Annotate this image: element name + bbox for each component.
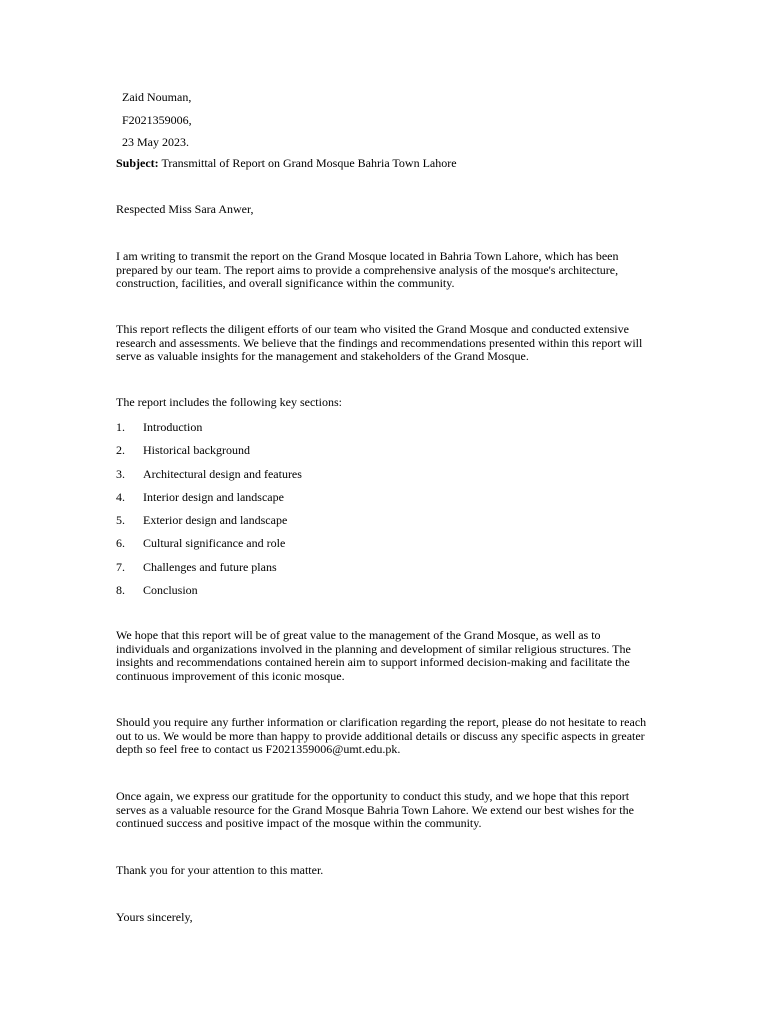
greeting: Respected Miss Sara Anwer, xyxy=(116,202,254,216)
list-item-label: Interior design and landscape xyxy=(143,489,284,504)
sections-intro: The report includes the following key sections: xyxy=(116,395,342,409)
list-item xyxy=(116,583,302,606)
list-item-number: 5. xyxy=(116,513,125,528)
list-item xyxy=(116,513,302,536)
list-item-label: Challenges and future plans xyxy=(143,559,277,574)
sender-id: F2021359006, xyxy=(122,112,192,127)
subject-label: Subject: xyxy=(116,156,159,170)
list-item-label: Architectural design and features xyxy=(143,466,302,481)
list-item-number: 2. xyxy=(116,443,125,458)
list-item xyxy=(116,467,302,490)
sections-list xyxy=(116,420,302,606)
list-item-number: 3. xyxy=(116,466,125,481)
sender-name: Zaid Nouman, xyxy=(122,90,192,104)
subject-text: Transmittal of Report on Grand Mosque Bahria Town Lahore xyxy=(158,156,457,170)
list-item-number: 1. xyxy=(116,420,125,434)
thanks-line: Thank you for your attention to this matter. xyxy=(116,863,324,877)
list-item-label: Introduction xyxy=(143,420,203,434)
list-item-label: Conclusion xyxy=(143,583,198,598)
list-item-label: Cultural significance and role xyxy=(143,536,286,551)
list-item xyxy=(116,420,302,443)
paragraph-transmittal: I am writing to transmit the report on the Grand Mosque located in Bahria Town Lahore, which has been prepared by our team. The report aims to provide a comprehensive analysis of the mosque's architecture, construction, facilities, and overall significance within the community. xyxy=(116,249,619,291)
list-item-number: 4. xyxy=(116,489,125,504)
paragraph-gratitude: Once again, we express our gratitude for the opportunity to conduct this study, and we hope that this report serves as a valuable resource for the Grand Mosque Bahria Town Lahore. We extend our best wishes for the continued success and positive impact of the mosque within the community. xyxy=(116,789,634,831)
list-item xyxy=(116,490,302,513)
closing-line: Yours sincerely, xyxy=(116,910,193,924)
list-item-label: Exterior design and landscape xyxy=(143,513,288,528)
list-item-number: 8. xyxy=(116,583,125,598)
list-item xyxy=(116,443,302,466)
list-item-number: 7. xyxy=(116,559,125,574)
paragraph-value: We hope that this report will be of great value to the management of the Grand Mosque, as well as to individuals and organizations involved in the planning and development of similar religious structures. The insights and recommendations contained herein aim to support informed decision-making and facilitate the continuous improvement of this iconic mosque. xyxy=(116,628,631,683)
letter-date: 23 May 2023. xyxy=(122,135,189,149)
subject-line xyxy=(116,156,457,171)
list-item-number: 6. xyxy=(116,536,125,551)
list-item xyxy=(116,536,302,559)
list-item-label: Historical background xyxy=(143,443,250,458)
paragraph-team-efforts: This report reflects the diligent efforts of our team who visited the Grand Mosque and conducted extensive research and assessments. We believe that the findings and recommendations presented within this report will serve as valuable insights for the management and stakeholders of the Grand Mosque. xyxy=(116,322,643,364)
paragraph-contact: Should you require any further information or clarification regarding the report, please do not hesitate to reach out to us. We would be more than happy to provide additional details or discuss any specific aspects in greater depth so feel free to contact us F2021359006@umt.edu.pk. xyxy=(116,715,647,757)
sender-block xyxy=(122,86,192,154)
list-item xyxy=(116,560,302,583)
